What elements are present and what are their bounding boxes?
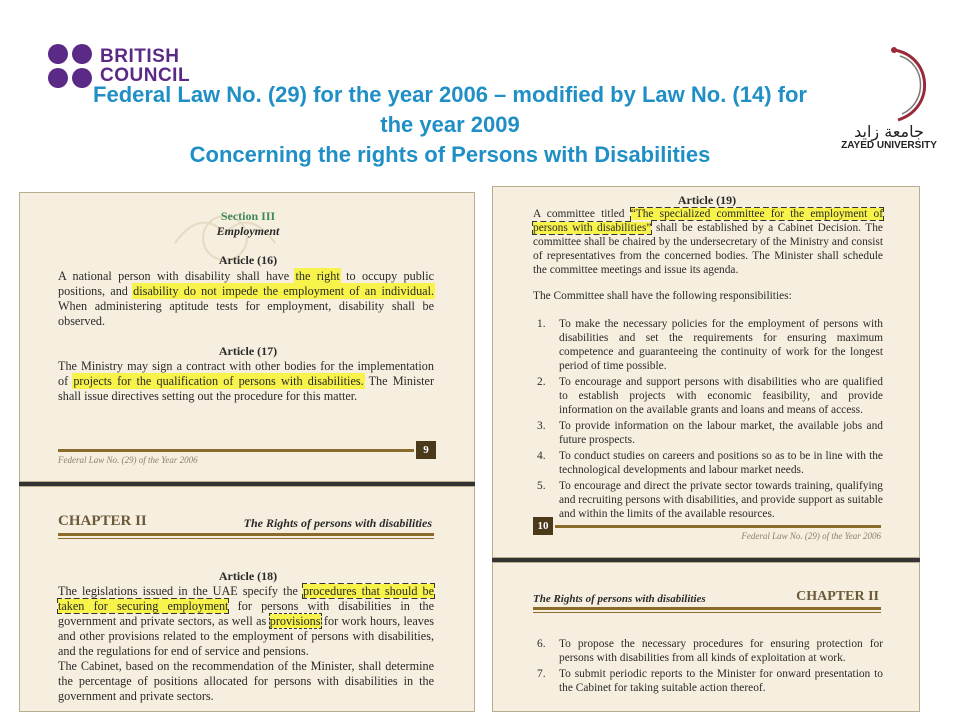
article-18-heading: Article (18) xyxy=(218,569,278,583)
list-item-number: 7. xyxy=(537,668,546,680)
document-chapter-2-page xyxy=(19,486,475,712)
title-line-3: Concerning the rights of Persons with Disabilities xyxy=(189,142,711,167)
responsibilities-list xyxy=(533,317,883,523)
list-item-text: To provide information on the labour market, the available jobs and future prospects. xyxy=(559,420,883,446)
article-18-text: The legislations issued in the UAE specify the procedures that should be taken for securing employment for persons with disabilities in the government and private sectors, as well as provisions for work hours, leaves and other provisions related to the employment of persons with disabilities, and the regulations for end of service and pensions. The Cabinet, based on the recommendation of the Minister, shall determine the percentage of positions allocated for persons with disabilities in the government and private sectors. xyxy=(58,584,435,703)
british-council-wordmark: BRITISH COUNCIL xyxy=(100,46,191,86)
article-19-text: A committee titled “The specialized committee for the employment of persons with disabilities” shall be established by a Cabinet Decision. The committee shall be chaired by the undersecretary of the Ministry and consist of representatives from the concerned bodies. The Minister shall schedule the committee meetings and issue its agenda. xyxy=(533,208,883,276)
footer-text: Federal Law No. (29) of the Year 2006 xyxy=(741,531,881,541)
highlight: projects for the qualification of persons with disabilities. xyxy=(73,374,364,388)
document-chapter-2-continued xyxy=(492,562,920,712)
list-item xyxy=(533,667,883,695)
section-title: Section III xyxy=(220,209,276,223)
footer-text: Federal Law No. (29) of the Year 2006 xyxy=(58,455,198,465)
zayed-arabic-name: جامعة زايد xyxy=(854,122,924,141)
page-number: 10 xyxy=(533,517,553,535)
chapter-rule-thin xyxy=(58,538,434,539)
chapter-rule xyxy=(58,533,434,536)
zayed-english-name: ZAYED UNIVERSITY xyxy=(841,140,937,151)
document-page-10 xyxy=(492,186,920,558)
chapter-rule xyxy=(533,607,881,610)
chapter-title: CHAPTER II xyxy=(796,589,879,604)
responsibilities-list-continued xyxy=(533,637,883,697)
list-item-text: To submit periodic reports to the Minister for onward presentation to the Cabinet for taking suitable action thereof. xyxy=(559,668,883,694)
list-item xyxy=(533,449,883,477)
title-line-2: the year 2009 xyxy=(380,112,520,137)
slide-title xyxy=(0,80,900,170)
chapter-subtitle: The Rights of persons with disabilities xyxy=(533,593,706,605)
responsibilities-intro: The Committee shall have the following responsibilities: xyxy=(533,290,792,302)
list-item-text: To conduct studies on careers and positions so as to be in line with the technological developments and labour market needs. xyxy=(559,450,883,476)
article-18-paragraph-2: The Cabinet, based on the recommendation of the Minister, shall determine the percentage of positions allocated for persons with disabilities in the government and private sectors. xyxy=(58,659,434,703)
list-item-text: To encourage and support persons with disabilities who are qualified to establish projects with economic feasibility, and provide information on the available grants and loans and means of access. xyxy=(559,376,883,416)
highlight: procedures that should be taken for securing employment xyxy=(58,584,434,613)
list-item-text: To encourage and direct the private sector towards training, qualifying and recruiting persons with disabilities, and provide support as suitable and within the limits of the available resources. xyxy=(559,480,883,520)
article-16-text: A national person with disability shall have the right to occupy public positions, and disability do not impede the employment of an individual. When administering aptitude tests for employment, disability shall be observed. xyxy=(58,269,435,328)
chapter-subtitle: The Rights of persons with disabilities xyxy=(243,516,432,530)
article-17-text: The Ministry may sign a contract with other bodies for the implementation of projects for the qualification of persons with disabilities. The Minister shall issue directives setting out the procedure for this matter. xyxy=(58,359,435,403)
list-item xyxy=(533,375,883,417)
chapter-rule-thin xyxy=(533,612,881,613)
list-item xyxy=(533,637,883,665)
footer-rule xyxy=(58,449,414,452)
list-item-text: To make the necessary policies for the employment of persons with disabilities and set the requirements for ensuring maximum competence and guaranteeing the continuity of work for the longest period of time possible. xyxy=(559,318,883,372)
list-item-number: 1. xyxy=(537,318,546,330)
list-item-number: 6. xyxy=(537,638,546,650)
highlight: disability do not impede the employment of an individual. xyxy=(133,284,435,298)
list-item xyxy=(533,419,883,447)
document-page-9 xyxy=(19,192,475,482)
highlight: provisions xyxy=(269,614,321,628)
list-item-number: 5. xyxy=(537,480,546,492)
zayed-university-logo xyxy=(834,44,944,154)
chapter-title: CHAPTER II xyxy=(58,513,147,529)
list-item-number: 2. xyxy=(537,376,546,388)
list-item xyxy=(533,479,883,521)
article-19-heading: Article (19) xyxy=(677,193,737,207)
highlight: the right xyxy=(295,269,340,283)
footer-rule xyxy=(555,525,881,528)
list-item xyxy=(533,317,883,373)
highlight: “The specialized committee for the employment of persons with disabilities” xyxy=(533,208,883,234)
page-number: 9 xyxy=(416,441,436,459)
list-item-number: 4. xyxy=(537,450,546,462)
article-17-heading: Article (17) xyxy=(218,344,278,358)
zayed-arc-icon xyxy=(884,46,934,124)
section-subtitle: Employment xyxy=(216,224,280,238)
list-item-text: To propose the necessary procedures for ensuring protection for persons with disabilities from all kinds of exploitation at work. xyxy=(559,638,883,664)
title-line-1: Federal Law No. (29) for the year 2006 – modified by Law No. (14) for xyxy=(93,82,807,107)
list-item-number: 3. xyxy=(537,420,546,432)
article-16-heading: Article (16) xyxy=(218,253,278,267)
